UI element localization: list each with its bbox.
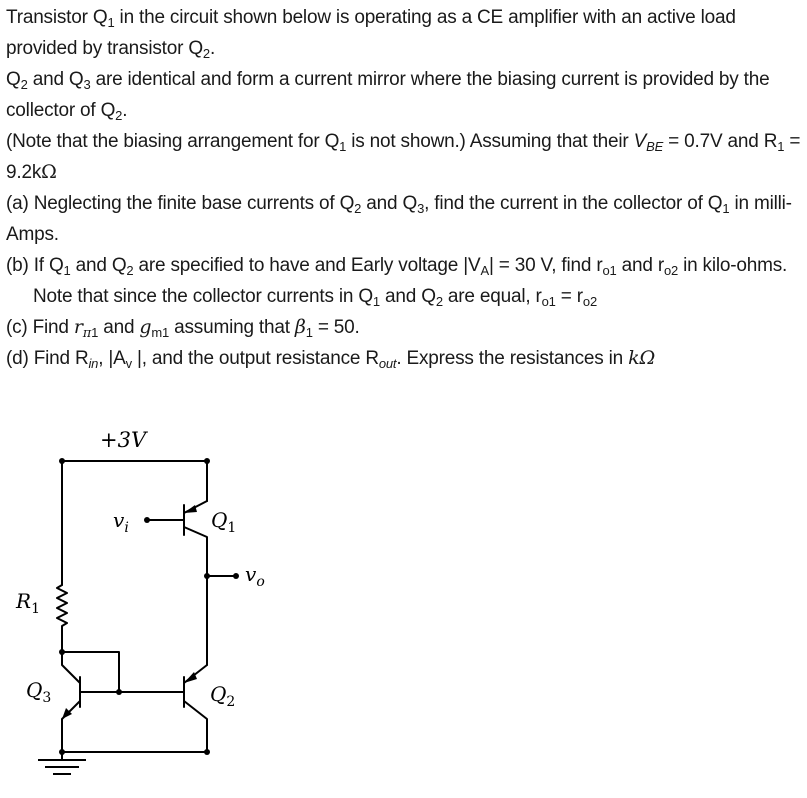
text: Q bbox=[402, 193, 418, 214]
text: Q bbox=[6, 69, 21, 90]
text: = bbox=[555, 286, 577, 307]
subscript: A bbox=[480, 263, 489, 278]
q3-collector bbox=[62, 652, 80, 683]
text: (c) Find bbox=[6, 317, 74, 338]
text: (d) Find bbox=[6, 348, 75, 369]
text: r bbox=[535, 286, 542, 307]
junction-dot bbox=[116, 689, 122, 695]
text: . bbox=[209, 38, 216, 59]
circuit-diagram bbox=[0, 415, 320, 798]
text: = 9.2k bbox=[6, 131, 801, 183]
q2-label: $Q_2$ bbox=[210, 682, 236, 710]
text: (Note that the biasing arrangement for bbox=[6, 131, 325, 152]
text: g bbox=[139, 316, 152, 338]
subscript: 2 bbox=[202, 46, 210, 61]
subscript: 1 bbox=[777, 139, 785, 154]
subscript: 2 bbox=[354, 201, 362, 216]
text: β bbox=[294, 316, 306, 338]
text: | = 30 V, find bbox=[488, 255, 597, 276]
subscript: 1 bbox=[722, 201, 730, 216]
text: assuming that bbox=[169, 317, 295, 338]
text: Q bbox=[92, 7, 108, 28]
q3-diode-connection bbox=[62, 652, 119, 692]
q3-label: $Q_3$ bbox=[26, 678, 52, 706]
subscript: 2 bbox=[435, 294, 443, 309]
junction-dot bbox=[59, 749, 65, 755]
subscript: π bbox=[82, 326, 92, 341]
input-terminal bbox=[144, 517, 150, 523]
supply-label: +3V bbox=[100, 428, 147, 452]
text: Q bbox=[68, 69, 84, 90]
subscript: 1 bbox=[107, 15, 115, 30]
q3-emitter bbox=[62, 701, 80, 752]
text: Q bbox=[324, 131, 340, 152]
text: in milli-Amps. bbox=[6, 193, 792, 245]
subscript: BE bbox=[646, 139, 664, 154]
text: is not shown.) Assuming that their bbox=[346, 131, 634, 152]
text: kΩ bbox=[628, 347, 656, 369]
subscript: 2 bbox=[126, 263, 134, 278]
note-paragraph bbox=[6, 126, 801, 188]
text: are identical and form a current mirror where the biasing current is provided by the collector of bbox=[6, 69, 770, 121]
subscript: 1 bbox=[63, 263, 71, 278]
q1-emitter-to-q2 bbox=[184, 527, 207, 665]
intro-paragraph bbox=[6, 2, 801, 64]
text: Transistor bbox=[6, 7, 93, 28]
junction-dot bbox=[59, 649, 65, 655]
text: r bbox=[657, 255, 664, 276]
ground-icon bbox=[38, 760, 86, 774]
text: r bbox=[596, 255, 603, 276]
text: (b) If bbox=[6, 255, 49, 276]
text: = 50. bbox=[312, 317, 360, 338]
text: . bbox=[122, 100, 128, 121]
text: , find the current in the collector of bbox=[424, 193, 708, 214]
subscript: 1 bbox=[372, 294, 380, 309]
subscript: 1 bbox=[339, 139, 347, 154]
text: are specified to have and Early voltage |V bbox=[133, 255, 481, 276]
junctions bbox=[59, 458, 239, 755]
text: , |A bbox=[98, 348, 126, 369]
output-terminal bbox=[233, 573, 239, 579]
text: and bbox=[379, 286, 422, 307]
subscript: o1 bbox=[541, 294, 556, 309]
text: Q bbox=[358, 286, 373, 307]
text: are equal, bbox=[442, 286, 536, 307]
text: and bbox=[361, 193, 403, 214]
subscript: out bbox=[378, 356, 397, 371]
text: r bbox=[73, 316, 83, 338]
junction-dot bbox=[204, 458, 210, 464]
text: R bbox=[74, 348, 89, 369]
text: in kilo-ohms. bbox=[678, 255, 788, 276]
text: Ω bbox=[41, 161, 57, 183]
q1-label: $Q_1$ bbox=[211, 508, 237, 536]
part-d-paragraph bbox=[6, 343, 801, 374]
part-c-paragraph bbox=[6, 312, 801, 343]
text: (a) Neglecting the finite base currents of bbox=[6, 193, 340, 214]
wires bbox=[57, 461, 237, 760]
text: Q bbox=[421, 286, 436, 307]
text: Q bbox=[100, 100, 116, 121]
junction-dot bbox=[204, 749, 210, 755]
junction-dot bbox=[59, 458, 65, 464]
text: Q bbox=[111, 255, 127, 276]
r1-label: $R_1$ bbox=[16, 589, 40, 617]
text: . Express the resistances in bbox=[396, 348, 629, 369]
subscript: o1 bbox=[602, 263, 617, 278]
subscript: o2 bbox=[663, 263, 679, 278]
part-a-paragraph bbox=[6, 188, 801, 250]
text: Q bbox=[188, 38, 203, 59]
text: Note that since the collector currents in bbox=[33, 286, 359, 307]
text: V bbox=[633, 131, 647, 152]
arrowheads bbox=[62, 505, 197, 719]
supply-rail bbox=[62, 461, 207, 585]
text: r bbox=[576, 286, 583, 307]
subscript: 1 bbox=[91, 325, 99, 340]
part-b-paragraph bbox=[6, 250, 801, 281]
text: |, and the output resistance bbox=[131, 348, 366, 369]
q1-arrow bbox=[184, 505, 197, 513]
subscript: 1 bbox=[305, 325, 313, 340]
subscript: 3 bbox=[417, 201, 425, 216]
subscript: m1 bbox=[151, 325, 170, 340]
subscript: 2 bbox=[115, 108, 123, 123]
subscript: 2 bbox=[20, 77, 28, 92]
text: and bbox=[616, 255, 658, 276]
problem-statement bbox=[6, 2, 801, 374]
text: and bbox=[70, 255, 112, 276]
q2-collector bbox=[184, 701, 207, 752]
text: in the circuit shown below is operating as a CE amplifier with an active load provided by transistor bbox=[6, 7, 736, 59]
subscript: o2 bbox=[582, 294, 597, 309]
subscript: in bbox=[88, 356, 99, 371]
text: R bbox=[365, 348, 379, 369]
text: R bbox=[763, 131, 778, 152]
input-label: $v_i$ bbox=[113, 508, 129, 536]
mirror-paragraph bbox=[6, 64, 801, 126]
text: and bbox=[27, 69, 69, 90]
junction-dot bbox=[204, 573, 210, 579]
text: Q bbox=[707, 193, 723, 214]
text: and bbox=[98, 317, 140, 338]
r1-resistor bbox=[57, 585, 67, 652]
subscript: 3 bbox=[83, 77, 91, 92]
text: Q bbox=[339, 193, 355, 214]
output-label: $v_o$ bbox=[245, 562, 265, 590]
part-b-note-paragraph bbox=[6, 281, 801, 312]
subscript: v bbox=[125, 356, 132, 371]
text: Q bbox=[48, 255, 64, 276]
text: = 0.7V and bbox=[663, 131, 764, 152]
